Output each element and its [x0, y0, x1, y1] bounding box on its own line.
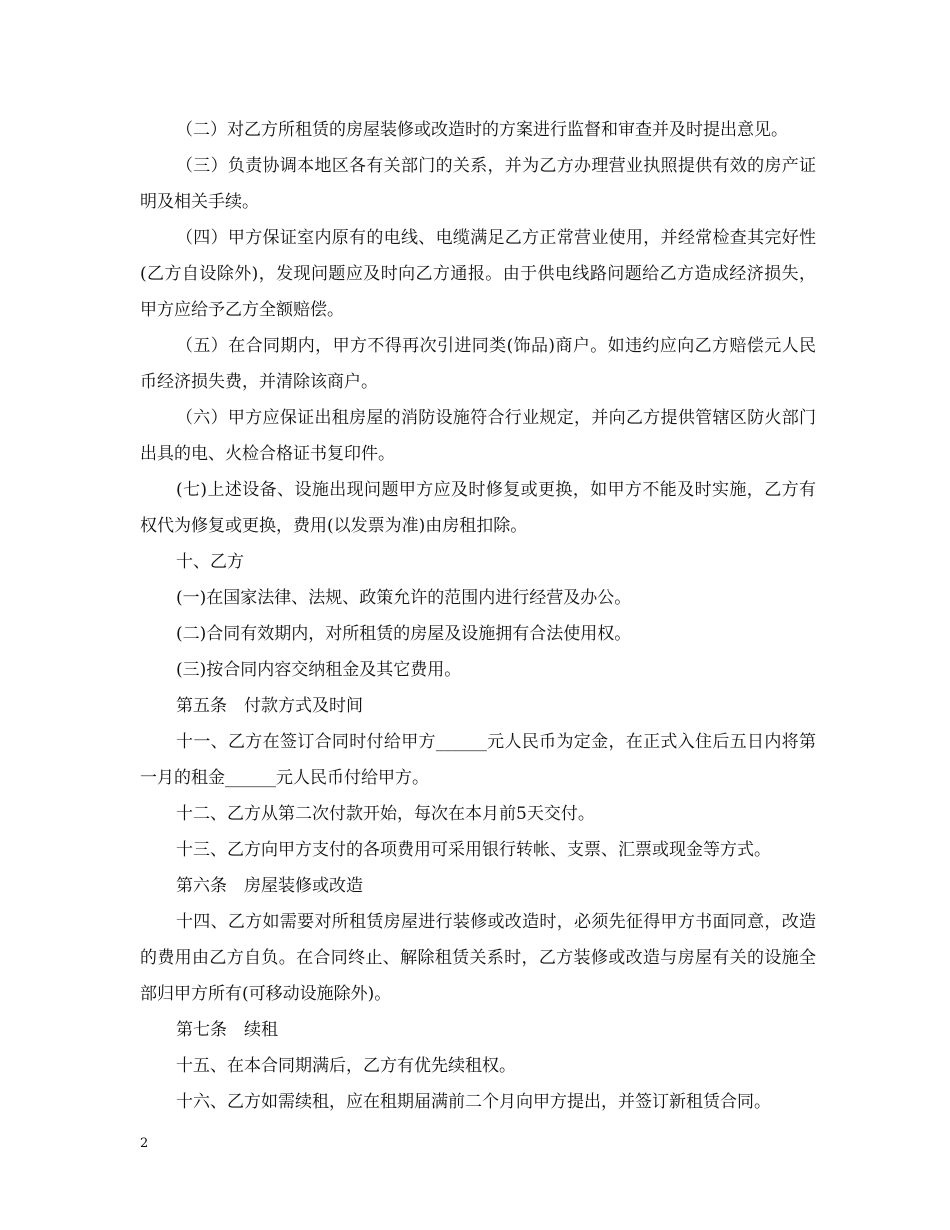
paragraph-landlord-duty-4: （四）甲方保证室内原有的电线、电缆满足乙方正常营业使用，并经常检查其完好性(乙方自设除外)，发现问题应及时向乙方通报。由于供电线路问题给乙方造成经济损失，甲方应给予乙方全额赔偿。: [140, 228, 816, 320]
paragraph-landlord-duty-3: （三）负责协调本地区各有关部门的关系，并为乙方办理营业执照提供有效的房产证明及相关手续。: [140, 156, 816, 212]
paragraph-tenant-right-1: (一)在国家法律、法规、政策允许的范围内进行经营及办公。: [176, 588, 632, 608]
paragraph-clause-15: 十五、在本合同期满后，乙方有优先续租权。: [176, 1056, 516, 1076]
paragraph-landlord-duty-6: （六）甲方应保证出租房屋的消防设施符合行业规定，并向乙方提供管辖区防火部门出具的电、火检合格证书复印件。: [140, 408, 816, 464]
paragraph-tenant-right-3: (三)按合同内容交纳租金及其它费用。: [176, 660, 462, 680]
paragraph-tenant-right-2: (二)合同有效期内，对所租赁的房屋及设施拥有合法使用权。: [176, 624, 632, 644]
paragraph-landlord-duty-7: (七)上述设备、设施出现问题甲方应及时修复或更换，如甲方不能及时实施，乙方有权代为修复或更换，费用(以发票为准)由房租扣除。: [140, 480, 816, 536]
heading-tenant: 十、乙方: [176, 552, 244, 572]
page-number: 2: [140, 1136, 149, 1151]
paragraph-clause-14: 十四、乙方如需要对所租赁房屋进行装修或改造时，必须先征得甲方书面同意，改造的费用由乙方自负。在合同终止、解除租赁关系时，乙方装修或改造与房屋有关的设施全部归甲方所有(可移动设施除外)。: [140, 912, 816, 1004]
heading-article-6: 第六条 房屋装修或改造: [176, 876, 363, 896]
document-body: [140, 112, 816, 1120]
paragraph-clause-11: 十一、乙方在签订合同时付给甲方______元人民币为定金，在正式入住后五日内将第一月的租金______元人民币付给甲方。: [140, 732, 816, 788]
paragraph-clause-12: 十二、乙方从第二次付款开始，每次在本月前5天交付。: [176, 804, 595, 824]
paragraph-clause-13: 十三、乙方向甲方支付的各项费用可采用银行转帐、支票、汇票或现金等方式。: [176, 840, 771, 860]
paragraph-landlord-duty-2: （二）对乙方所租赁的房屋装修或改造时的方案进行监督和审查并及时提出意见。: [176, 120, 788, 140]
paragraph-clause-16: 十六、乙方如需续租，应在租期届满前二个月向甲方提出，并签订新租赁合同。: [176, 1092, 771, 1112]
paragraph-landlord-duty-5: （五）在合同期内，甲方不得再次引进同类(饰品)商户。如违约应向乙方赔偿元人民币经济损失费，并清除该商户。: [140, 336, 816, 392]
heading-article-7: 第七条 续租: [176, 1020, 278, 1040]
heading-article-5: 第五条 付款方式及时间: [176, 696, 363, 716]
